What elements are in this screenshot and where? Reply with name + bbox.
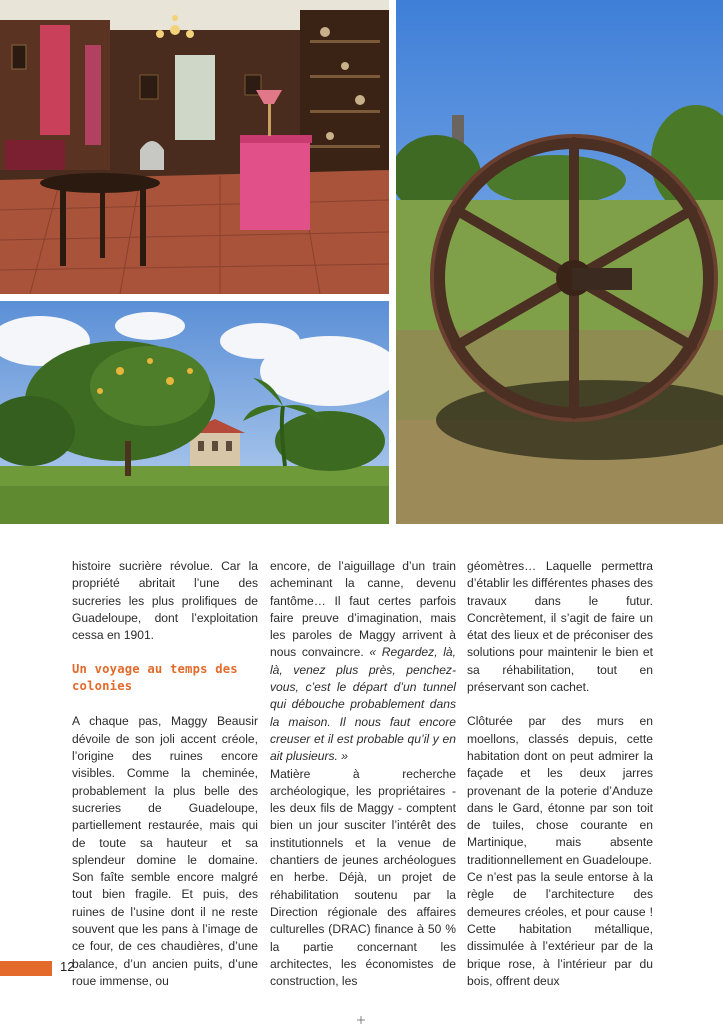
paragraph-text: encore, de l’aiguillage d’un train acheminant la canne, devenu fantôme… Il faut certes parfois faire preuve d’imagination, mais les paroles de Maggy arrivent à nous convaincre. <box>270 559 456 660</box>
garden-photo <box>0 301 389 524</box>
paragraph: géomètres… Laquelle permettra d’établir les différentes phases des travaux dans le futur. Concrètement, il s’agit de faire un état des lieux et de préconiser des solutions pour maintenir le bien et sa réhabilitation, tout en préservant son cachet. <box>467 559 654 695</box>
folio-accent-bar <box>0 961 52 976</box>
wheel-photo <box>396 0 723 524</box>
page-number: 12 <box>60 959 75 974</box>
wheel-illustration <box>396 0 723 524</box>
interior-photo <box>0 0 389 294</box>
article-column-2 <box>270 558 456 990</box>
quote: « Regardez, là, là, venez plus près, penchez-vous, c’est le départ d’un tunnel qui débouche probablement dans la maison. Il nous faut encore creuser et il est probable qu’il y en ait plusieurs. » <box>270 645 456 764</box>
article-column-1 <box>72 558 258 990</box>
paragraph <box>270 558 456 766</box>
section-heading: Un voyage au temps des colonies <box>72 662 238 694</box>
paragraph: Matière à recherche archéologique, les propriétaires - les deux fils de Maggy - comptent bien un jour susciter l’intérêt des institutionnels et la venue de chantiers de jeunes archéologues en herbe. Déjà, un projet de réhabilitation soutenu par la Direction régionale des affaires culturelles (DRAC) finance à 50 % la partie concernant les architectes, les économistes de construction, les <box>270 766 456 989</box>
paragraph: histoire sucrière révolue. Car la propriété abritait l’une des sucreries les plus prolifiques de Guadeloupe, dont l’exploitation cessa en 1901. <box>72 559 258 643</box>
paragraph: A chaque pas, Maggy Beausir dévoile de son joli accent créole, l’origine des ruines encore visibles. Comme la cheminée, probablement la plus belle des sucreries de Guadeloupe, partiellement restaurée, mais qui de toute sa hauteur et sa splendeur domine le domaine. Son faîte semble encore malgré tout bien fragile. Et puis, des ruines de l’usine dont il ne reste souvent que les pans à l’image de ce four, de ces chaudières, d’une balance, d’un ancien puits, d’une roue immense, ou <box>72 714 258 988</box>
garden-illustration <box>0 301 389 524</box>
interior-illustration <box>0 0 389 294</box>
article-column-3 <box>467 558 653 990</box>
paragraph: Ce n’est pas la seule entorse à la règle de l’architecture des demeures créoles, et pour cause ! Cette habitation métallique, dissimulée à l’extérieur par de la brique rose, à l’intérieur par du bois, offrent deux <box>467 870 653 988</box>
registration-mark-icon <box>356 1016 366 1024</box>
paragraph: Clôturée par des murs en moellons, classés depuis, cette habitation dont on peut admirer la façade et les deux jarres provenant de la poterie d’Anduze dans le Gard, étonne par son toit de tuiles, chose courante en Martinique, mais absente traditionnellement en Guadeloupe. <box>467 714 653 867</box>
